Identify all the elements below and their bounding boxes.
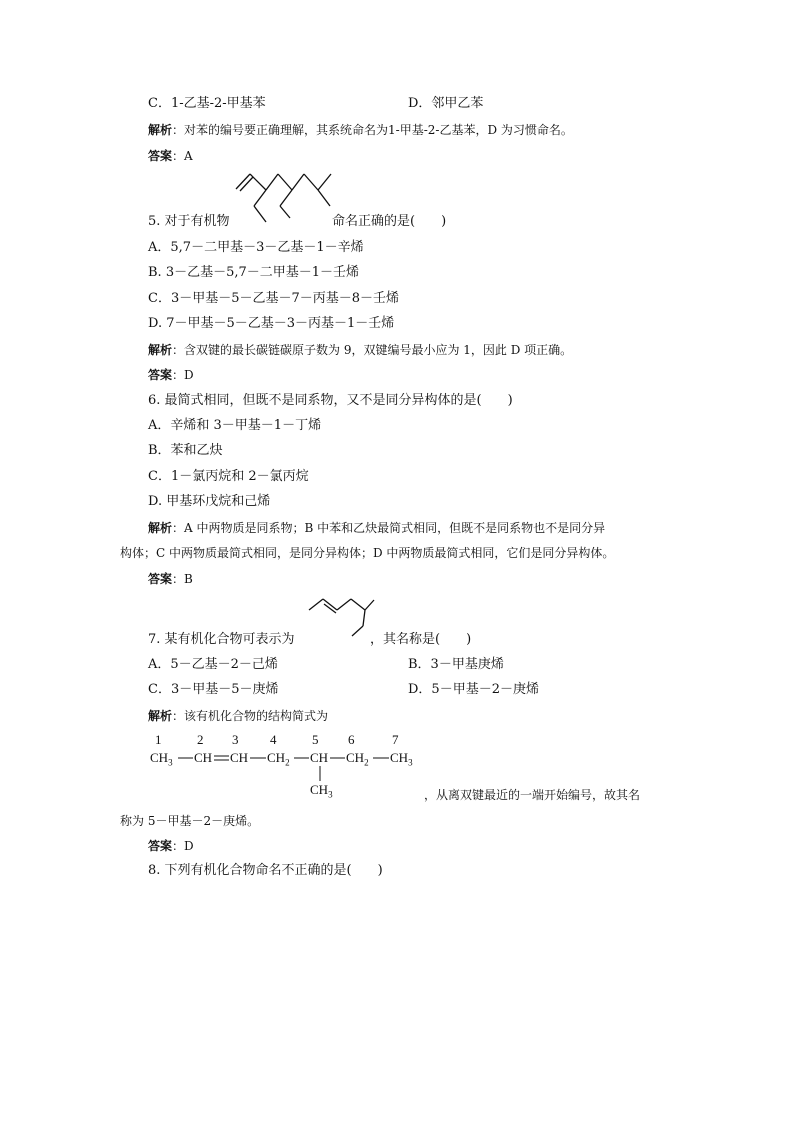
q4-analysis bbox=[148, 122, 573, 138]
group-ch-3: CH bbox=[230, 750, 249, 765]
analysis-label: 解析 bbox=[148, 123, 173, 137]
q7-option-d: D．5－甲基－2－庚烯 bbox=[408, 682, 539, 697]
answer-label: 答案 bbox=[148, 149, 173, 163]
group-ch3-7: $CH_3$ bbox=[390, 750, 413, 768]
q7-option-b: B．3－甲基庚烯 bbox=[408, 657, 504, 672]
q7-analysis bbox=[148, 708, 328, 724]
carbon-number-4: 4 bbox=[270, 732, 277, 747]
analysis-text: ：该有机化合物的结构简式为 bbox=[172, 709, 329, 723]
answer-text: ：D bbox=[172, 368, 194, 382]
answer-text: ：B bbox=[172, 572, 193, 586]
carbon-number-5: 5 bbox=[312, 732, 319, 747]
q5-analysis bbox=[148, 342, 572, 358]
q6-option-a: A．辛烯和 3－甲基－1－丁烯 bbox=[148, 418, 322, 433]
answer-text: ：D bbox=[172, 839, 194, 853]
q7-skeletal-structure bbox=[306, 592, 376, 642]
q7-stem-after: ，其名称是( ) bbox=[370, 632, 472, 647]
analysis-label: 解析 bbox=[148, 709, 173, 723]
q6-analysis-line1 bbox=[148, 520, 605, 536]
carbon-number-1: 1 bbox=[155, 732, 162, 747]
group-ch-5: CH bbox=[310, 750, 329, 765]
carbon-number-7: 7 bbox=[392, 732, 399, 747]
group-ch-2: CH bbox=[194, 750, 213, 765]
q5-skeletal-structure bbox=[232, 168, 332, 226]
q8-stem: 8. 下列有机化合物命名不正确的是( ) bbox=[148, 863, 383, 878]
q6-option-d: D. 甲基环戊烷和己烯 bbox=[148, 494, 271, 509]
answer-label: 答案 bbox=[148, 368, 173, 382]
analysis-text: ：A 中两物质是同系物；B 中苯和乙炔最简式相同，但既不是同系物也不是同分异 bbox=[172, 521, 606, 535]
q4-option-d: D．邻甲乙苯 bbox=[408, 96, 484, 111]
q4-option-c: C．1-乙基-2-甲基苯 bbox=[148, 96, 266, 111]
group-ch3-1: $CH_3$ bbox=[150, 750, 173, 768]
q7-condensed-formula bbox=[150, 732, 430, 802]
q5-stem-before: 5. 对于有机物 bbox=[148, 214, 230, 229]
q7-answer bbox=[148, 838, 194, 854]
carbon-number-6: 6 bbox=[348, 732, 355, 747]
q7-option-a: A．5－乙基－2－己烯 bbox=[148, 657, 278, 672]
q6-answer bbox=[148, 571, 193, 587]
q6-stem: 6. 最简式相同，但既不是同系物，又不是同分异构体的是( ) bbox=[148, 393, 513, 408]
q5-option-d: D. 7－甲基－5－乙基－3－丙基－1－壬烯 bbox=[148, 316, 395, 331]
group-ch3-branch: $CH_3$ bbox=[310, 782, 333, 800]
q5-answer bbox=[148, 367, 194, 383]
answer-text: ：A bbox=[172, 149, 193, 163]
q7-analysis-line2: 称为 5－甲基－2－庚烯。 bbox=[120, 814, 260, 828]
q7-analysis-continued: ，从离双键最近的一端开始编号，故其名 bbox=[424, 788, 641, 802]
q7-option-c: C．3－甲基－5－庚烯 bbox=[148, 682, 279, 697]
q5-stem-after: 命名正确的是( ) bbox=[332, 214, 447, 229]
q5-option-a: A．5,7－二甲基－3－乙基－1－辛烯 bbox=[148, 240, 364, 255]
analysis-label: 解析 bbox=[148, 343, 173, 357]
q6-analysis-line2: 构体；C 中两物质最简式相同，是同分异构体；D 中两物质最简式相同，它们是同分异构体。 bbox=[120, 546, 615, 560]
answer-label: 答案 bbox=[148, 839, 173, 853]
q6-option-b: B．苯和乙炔 bbox=[148, 443, 223, 458]
group-ch2-6: $CH_2$ bbox=[346, 750, 369, 768]
q5-option-b: B. 3－乙基－5,7－二甲基－1－壬烯 bbox=[148, 265, 360, 280]
q6-option-c: C．1－氯丙烷和 2－氯丙烷 bbox=[148, 469, 309, 484]
analysis-text: ：对苯的编号要正确理解，其系统命名为1-甲基-2-乙基苯，D 为习惯命名。 bbox=[172, 123, 573, 137]
q5-option-c: C．3－甲基－5－乙基－7－丙基－8－壬烯 bbox=[148, 291, 400, 306]
group-ch2-4: $CH_2$ bbox=[267, 750, 290, 768]
carbon-number-3: 3 bbox=[232, 732, 239, 747]
analysis-text: ：含双键的最长碳链碳原子数为 9，双键编号最小应为 1，因此 D 项正确。 bbox=[172, 343, 573, 357]
analysis-label: 解析 bbox=[148, 521, 173, 535]
q4-answer bbox=[148, 148, 193, 164]
formula-bonds bbox=[150, 732, 430, 802]
carbon-number-2: 2 bbox=[197, 732, 204, 747]
q7-stem-before: 7. 某有机化合物可表示为 bbox=[148, 632, 295, 647]
answer-label: 答案 bbox=[148, 572, 173, 586]
